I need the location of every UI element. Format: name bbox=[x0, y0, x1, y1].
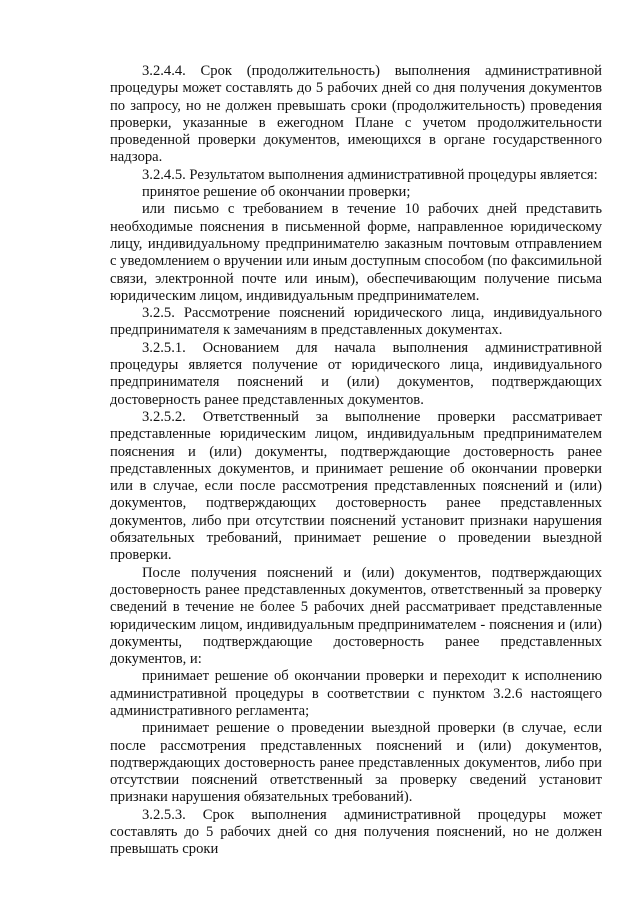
paragraph-decision-end-and-proceed: принимает решение об окончании проверки и переходит к исполнению административной процедуры в соответствии с пунктом 3.2.6 настоящего административного регламента; bbox=[110, 668, 602, 719]
paragraph-decision-field-check: принимает решение о проведении выездной проверки (в случае, если после рассмотрения представленных пояснений и (или) документов, подтверждающих достоверность ранее представленных документов, либо при отсутствии пояснений ответственный за проверку сведений установит признаки нарушения обязательных требований). bbox=[110, 720, 602, 806]
paragraph-decision-end-check: принятое решение об окончании проверки; bbox=[142, 184, 411, 201]
paragraph-3-2-5: 3.2.5. Рассмотрение пояснений юридического лица, индивидуального предпринимателя к замечаниям в представленных документах. bbox=[110, 305, 602, 339]
paragraph-3-2-5-2: 3.2.5.2. Ответственный за выполнение проверки рассматривает представленные юридическим лицом, индивидуальным предпринимателем пояснения и (или) документы, подтверждающие достоверность ранее представленных документов, и принимает решение об окончании проверки или в случае, если после рассмотрения представленных пояснений и (или) документов, подтверждающих достоверность ранее представленных документов, либо при отсутствии пояснений установит признаки нарушения обязательных требований, принимает решение о проведении выездной проверки. bbox=[110, 408, 602, 564]
paragraph-3-2-4-4: 3.2.4.4. Срок (продолжительность) выполнения административной процедуры может составлять до 5 рабочих дней со дня получения документов по запросу, но не должен превышать сроки (продолжительность) проведения проверки, указанные в ежегодном Плане с учетом продолжительности проведенной проверки документов, имеющихся в органе государственного надзора. bbox=[110, 63, 602, 166]
paragraph-3-2-5-3: 3.2.5.3. Срок выполнения административной процедуры может составлять до 5 рабочих дней со дня получения пояснений, но не должен превышать сроки bbox=[110, 806, 602, 858]
paragraph-3-2-5-1: 3.2.5.1. Основанием для начала выполнения административной процедуры является получение от юридического лица, индивидуального предпринимателя пояснений и (или) документов, подтверждающих достоверность ранее представленных документов. bbox=[110, 339, 602, 408]
document-body bbox=[110, 63, 602, 859]
paragraph-letter-requirement: или письмо с требованием в течение 10 рабочих дней представить необходимые пояснения в письменной форме, направленное юридическому лицу, индивидуальному предпринимателю заказным почтовым отправлением с уведомлением о вручении или иным доступным способом (по факсимильной связи, электронной почте или иным), обеспечивающим получение письма юридическим лицом, индивидуальным предпринимателем. bbox=[110, 201, 602, 304]
paragraph-3-2-4-5: 3.2.4.5. Результатом выполнения административной процедуры является: bbox=[142, 166, 598, 183]
paragraph-after-receiving: После получения пояснений и (или) документов, подтверждающих достоверность ранее представленных документов, ответственный за проверку сведений в течение не более 5 рабочих дней рассматривает представленные юридическим лицом, индивидуальным предпринимателем - пояснения и (или) документы, подтверждающие достоверность ранее представленных документов, и: bbox=[110, 564, 602, 668]
